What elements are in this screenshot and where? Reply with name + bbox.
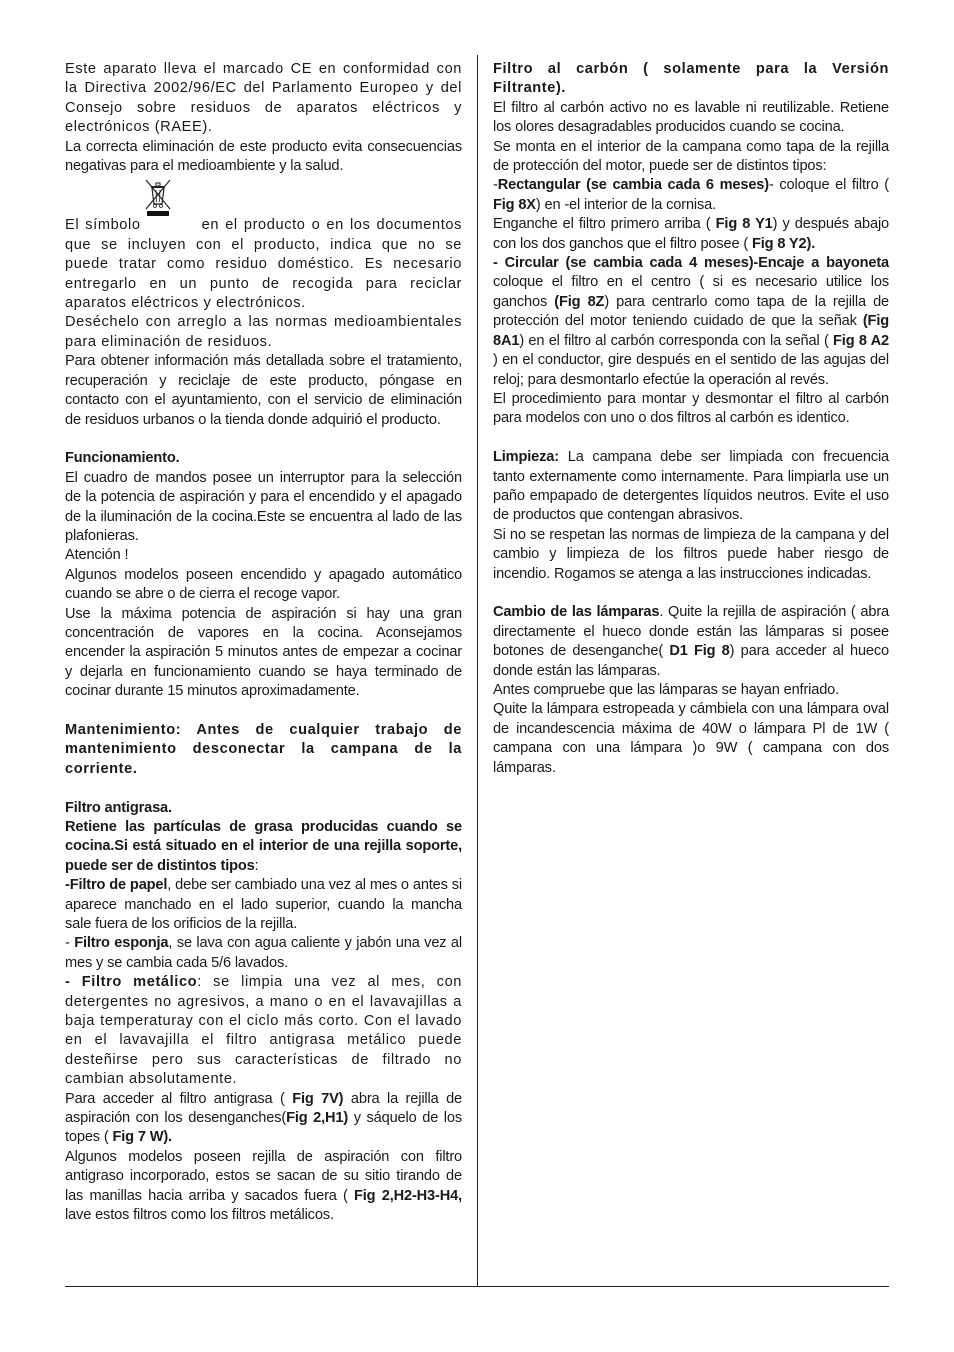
info-paragraph: Para obtener información más detallada sobre el tratamiento, recuperación y reciclaje de este producto, póngase en contacto con el ayuntamiento, con el servicio de eliminación de residuos urbanos o la tienda donde adquirió el producto. [65, 353, 462, 428]
filtro-metalico: - Filtro metálico: se limpia una vez al mes, con detergentes no agresivos, a mano o en el lavavajillas a baja temperaturay con el ciclo más corto. Con el lavado en el lavavajilla el filtro antigrasa metálico puede desteñirse pero sus características de filtrado no cambian absolutamente. [65, 974, 463, 1088]
filtro-esponja: - Filtro esponja, se lava con agua caliente y jabón una vez al mes y se cambia cada 5/6 lavados. [65, 935, 462, 971]
rectangular-paragraph: -Rectangular (se cambia cada 6 meses)- coloque el filtro ( Fig 8X) en -el interior de la cornisa. [493, 177, 889, 213]
crossed-bin-icon [143, 176, 173, 216]
lamparas-paragraph-3: Quite la lámpara estropeada y cámbiela con una lámpara oval de incandescencia máxima de 40W o lámpara Pl de 1W ( campana con una lámpara )o 9W ( campana con dos lámparas. [493, 701, 889, 776]
func-paragraph-2: Algunos modelos poseen encendido y apagado automático cuando se abre o de cierra el recoge vapor. [65, 566, 462, 603]
carbon-paragraph-2: Se monta en el interior de la campana como tapa de la rejilla de protección del motor, puede ser de distintos tipos: [493, 138, 889, 175]
antigrasa-intro: Retiene las partículas de grasa producidas cuando se cocina.Si está situado en el interior de una rejilla soporte, puede ser de distintos tipos: [65, 818, 462, 874]
func-paragraph-1: El cuadro de mandos posee un interruptor para la selección de la potencia de aspiración y para el encendido y el apagado de la iluminación de la cocina.Este se encuentra al lado de las plafonieras. [65, 469, 462, 544]
column-divider [477, 55, 478, 1287]
func-paragraph-3: Use la máxima potencia de aspiración si hay una gran concentración de vapores en la cocina. Aconsejamos encender la aspiración 5 minutos antes de empezar a cocinar y dejarla en funcionamiento cuando se haya terminado de cocinar durante 15 minutos aproximadamente. [65, 605, 462, 700]
funcionamiento-heading: Funcionamiento. [65, 450, 180, 467]
left-column [65, 60, 462, 1226]
enganche-paragraph: Enganche el filtro primero arriba ( Fig 8 Y1) y después abajo con los dos ganchos que el filtro posee ( Fig 8 Y2). [493, 216, 890, 252]
limpieza-paragraph: Limpieza: La campana debe ser limpiada con frecuencia tanto externamente como internamente. Para limpiarla use un paño empapado de detergentes líquidos neutros. Evite el uso de productos que contengan abrasivos. [493, 449, 889, 524]
right-column [493, 60, 889, 778]
lamparas-paragraph: Cambio de las lámparas. Quite la rejilla de aspiración ( abra directamente el hueco donde están las lámparas si posee botones de desenganche( D1 Fig 8) para acceder al hueco donde están las lámparas. [493, 604, 889, 679]
procedimiento-paragraph: El procedimiento para montar y desmontar el filtro al carbón para modelos con uno o dos filtros al carbón es identico. [493, 390, 889, 427]
symbol-paragraph [65, 216, 462, 313]
mantenimiento-heading: Mantenimiento: Antes de cualquier trabajo de mantenimiento desconectar la campana de la corriente. [65, 721, 462, 777]
lamparas-paragraph-2: Antes compruebe que las lámparas se hayan enfriado. [493, 681, 840, 698]
limpieza-paragraph-2: Si no se respetan las normas de limpieza de la campana y del cambio y limpieza de los filtros puede haber riesgo de incendio. Rogamos se atenga a las instrucciones indicadas. [493, 526, 889, 582]
func-attention: Atención ! [65, 547, 129, 564]
carbon-paragraph-1: El filtro al carbón activo no es lavable ni reutilizable. Retiene los olores desagradables producidos cuando se cocina. [493, 99, 889, 136]
ce-paragraph: Este aparato lleva el marcado CE en conformidad con la Directiva 2002/96/EC del Parlamento Europeo y del Consejo sobre residuos de aparatos eléctricos y electrónicos (RAEE). [65, 61, 462, 136]
filtro-papel: -Filtro de papel, debe ser cambiado una vez al mes o antes si aparece manchado en el lado superior, cuando la mancha sale fuera de los orificios de la rejilla. [65, 877, 462, 933]
carbon-heading: Filtro al carbón ( solamente para la Versión Filtrante). [493, 61, 889, 97]
symbol-text-start: El símbolo [65, 217, 141, 234]
footer-rule [65, 1286, 889, 1287]
weee-symbol-row [65, 176, 462, 216]
antigrasa-heading: Filtro antigrasa. [65, 799, 172, 816]
modelos-paragraph: Algunos modelos poseen rejilla de aspiración con filtro antigraso incorporado, estos se sacan de su sitio tirando de las manillas hacia arriba y sacados fuera ( Fig 2,H2-H3-H4, lave estos filtros como los filtros metálicos. [65, 1148, 462, 1224]
disposal-paragraph: La correcta eliminación de este producto evita consecuencias negativas para el medioambiente y la salud. [65, 138, 462, 175]
circular-paragraph: - Circular (se cambia cada 4 meses)-Encaje a bayoneta coloque el filtro en el centro ( si es necesario utilice los ganchos (Fig 8Z) para centrarlo como tapa de la rejilla de protección del motor teniendo cuidado de que la señak (Fig 8A1) en el filtro al carbón corresponda con la señal ( Fig 8 A2 ) en el conductor, gire después en el sentido de las agujas del reloj; para desmontarlo efectúe la operación al revés. [493, 255, 890, 388]
dispose-paragraph: Deséchelo con arreglo a las normas medioambientales para eliminación de residuos. [65, 314, 462, 350]
symbol-text-end: en el producto o en los documentos que se incluyen con el producto, indica que no se puede tratar como residuo doméstico. Es necesario entregarlo en un punto de recogida para reciclar aparatos eléctricos y electrónicos. [65, 217, 463, 312]
acceder-paragraph: Para acceder al filtro antigrasa ( Fig 7V) abra la rejilla de aspiración con los desenganches(Fig 2,H1) y sáquelo de los topes ( Fig 7 W). [65, 1090, 463, 1146]
